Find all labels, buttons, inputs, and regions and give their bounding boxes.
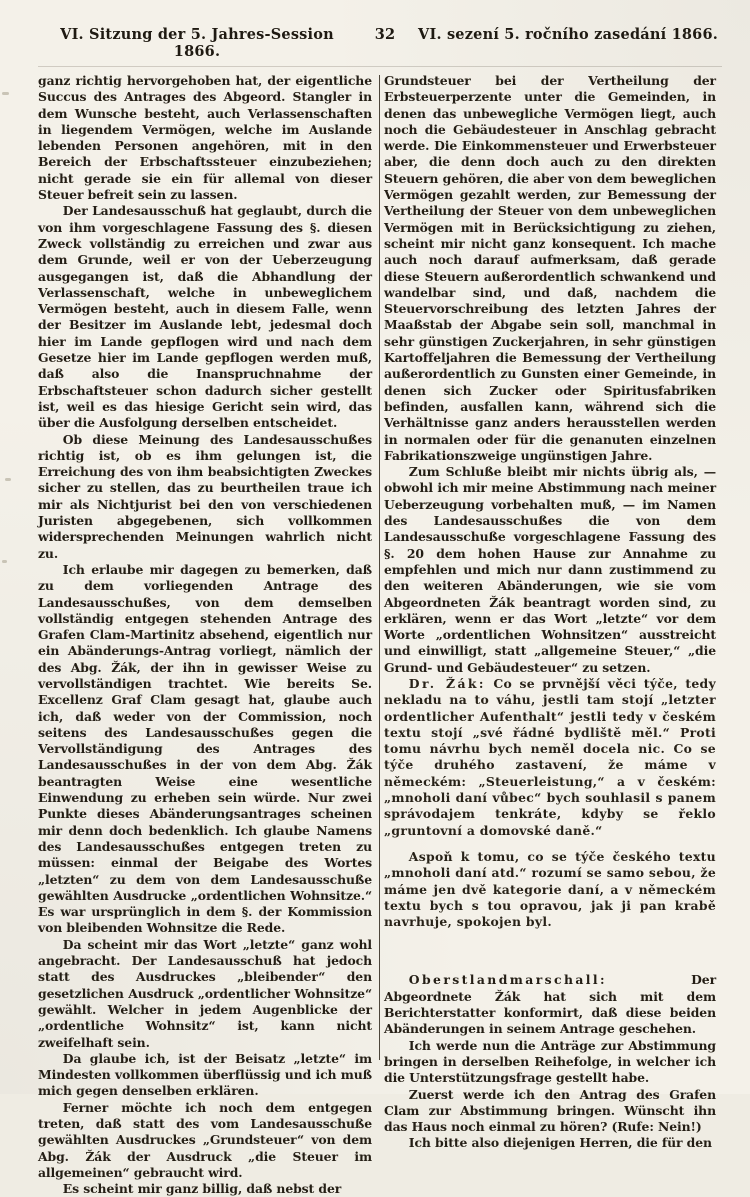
paragraph: Da scheint mir das Wort „letzte“ ganz wohl angebracht. Der Landesausschuß hat jedoch statt des Ausdruckes „bleibender“ den gesetzlichen Ausdruck „ordentlicher Wohnsitze“ gewählt. Welcher in jedem Augenblicke der „ordentliche Wohnsitz“ ist, kann nicht zweifelhaft sein. [38, 936, 372, 1050]
paragraph: Es scheint mir ganz billig, daß nebst der [62, 1181, 342, 1197]
left-column [38, 73, 372, 1197]
paragraph: Grundsteuer bei der Vertheilung der Erbsteuerperzente unter die Gemeinden, in denen das unbewegliche Vermögen liegt, auch noch die Gebäudesteuer in Anschlag gebracht werde. Die Einkommensteuer und Erwerbsteuer aber, die denn doch auch zu den direkten Steuern gehören, die aber von dem beweglichen Vermögen gezahlt werden, zur Bemessung der Vertheilung der Steuer von dem unbeweglichen Vermögen mit in Berücksichtigung zu ziehen, scheint mir nicht ganz konsequent. Ich mache auch noch darauf aufmerksam, daß gerade diese Steuern außerordentlich schwankend und wandelbar sind, und daß, nachdem die Steuervorschreibung des letzten Jahres der Maaßstab der Abgabe sein soll, manchmal in sehr günstigen Zuckerjahren, in sehr günstigen Kartoffeljahren die Bemessung der Vertheilung außerordentlich zu Gunsten einer Gemeinde, in denen sich Zucker oder Spiritusfabriken befinden, ausfallen kann, während sich die Verhältnisse ganz anders herausstellen werden in normalen oder für die genanuten einzelnen Fabrikationszweige ungünstigen Jahre. [384, 73, 716, 463]
text-columns [38, 73, 722, 1197]
paragraph: ganz richtig hervorgehoben hat, der eigentliche Succus des Antrages des Abgeord. Stangler in dem Wunsche besteht, auch Verlassenschaften in liegendem Vermögen, welche im Auslande lebenden Personen angehören, mit in den Bereich der Erbschaftssteuer einzubeziehen; nicht gerade sie ein für allemal von dieser Steuer befreit sein zu lassen. [38, 73, 372, 203]
paragraph: Ich bitte also diejenigen Herren, die für den [408, 1135, 712, 1151]
paragraph: Oberstlandmarschall: Der Abgeordnete Žák hat sich mit dem Berichterstatter konformirt, daß diese beiden Abänderungen in seinem Antrage geschehen. [384, 972, 716, 1037]
header-title-czech: VI. sezení 5. ročního zasedání 1866. [418, 26, 718, 43]
paragraph: Ferner möchte ich noch dem entgegen treten, daß statt des vom Landesausschuße gewählten Ausdruckes „Grundsteuer“ von dem Abg. Žák der Ausdruck „die Steuer im allgemeinen“ gebraucht wird. [38, 1099, 372, 1180]
paragraph: Ob diese Meinung des Landesausschußes richtig ist, ob es ihm gelungen ist, die Erreichung des von ihm beabsichtigten Zweckes sicher zu stellen, das zu beurtheilen traue ich mir als Nichtjurist bei den von verschiedenen Juristen abgegebenen, sich vollkommen widersprechenden Meinungen wahrlich nicht zu. [38, 431, 372, 561]
speaker-name: Dr. Žák: [408, 675, 486, 691]
paragraph: Dr. Žák: Co se prvnější věci týče, tedy nekladu na to váhu, jestli tam stojí „letzter ordentlicher Aufenthalt“ jestli tedy v českém textu stojí „své řádné bydliště měl.“ Proti tomu návrhu bych neměl docela nic. Co se týče druhého zastavení, že máme v německém: „Steuerleistung,“ a v českém: „mnoholi daní vůbec“ bych souhlasil s panem správodajem tenkráte, kdyby se řeklo „gruntovní a domovské daně.“ [384, 675, 716, 838]
column-divider [379, 75, 380, 1060]
scan-smudge [5, 478, 11, 481]
scan-smudge [2, 560, 7, 563]
paragraph: Zuerst werde ich den Antrag des Grafen Clam zur Abstimmung bringen. Wünscht ihn das Haus noch einmal zu hören? (Rufe: Nein!) [384, 1086, 716, 1135]
paragraph: Aspoň k tomu, co se týče českého textu „mnoholi daní atd.“ rozumí se samo sebou, že máme jen dvě kategorie daní, a v německém textu bych s tou opravou, jak ji pan krabě navrhuje, spokojen byl. [384, 848, 716, 930]
paragraph: Da glaube ich, ist der Beisatz „letzte“ im Mindesten vollkommen überflüssig und ich muß mich gegen denselben erklären. [38, 1050, 372, 1099]
scan-smudge [2, 92, 9, 95]
paragraph: Der Landesausschuß hat geglaubt, durch die von ihm vorgeschlagene Fassung des §. diesen Zweck vollständig zu erreichen und zwar aus dem Grunde, weil er von der Ueberzeugung ausgegangen ist, daß die Abhandlung der Verlassenschaft, welche in unbeweglichem Vermögen besteht, auch in diesem Falle, wenn der Besitzer im Auslande lebt, jedesmal doch hier im Lande gepflogen wird und nach dem Gesetze hier im Lande gepflogen werden muß, daß also die Inanspruchnahme der Erbschaftsteuer schon dadurch sicher gestellt ist, weil es das hiesige Gericht sein wird, das über die Ausfolgung derselben entscheidet. [38, 203, 372, 431]
page-number: 32 [374, 26, 396, 43]
paragraph: Ich werde nun die Anträge zur Abstimmung bringen in derselben Reihefolge, in welcher ich die Unterstützungsfrage gestellt habe. [384, 1037, 716, 1086]
header-title-german: VI. Sitzung der 5. Jahres-Session 1866. [60, 26, 334, 60]
paragraph: Zum Schluße bleibt mir nichts übrig als, — obwohl ich mir meine Abstimmung nach meiner Ueberzeugung vorbehalten muß, — im Namen des Landesausschußes die von dem Landesausschuße vorgeschlagene Fassung des §. 20 dem hohen Hause zur Annahme zu empfehlen und mich nur dann zustimmend zu den weiteren Abänderungen, wie sie vom Abgeordneten Žák beantragt worden sind, zu erklären, wenn er das Wort „letzte“ vor dem Worte „ordentlichen Wohnsitzen“ ausstreicht und einwilligt, statt „allgemeine Steuer,“ „die Grund- und Gebäudesteuer“ zu setzen. [384, 464, 716, 675]
right-column [384, 73, 716, 1197]
running-header [38, 26, 722, 67]
paragraph: Ich erlaube mir dagegen zu bemerken, daß zu dem vorliegenden Antrage des Landesausschußes, von dem demselben vollständig entgegen stehenden Antrage des Grafen Clam-Martinitz absehend, eigentlich nur ein Abänderungs-Antrag vorliegt, nämlich der des Abg. Žák, der ihn in gewisser Weise zu vervollständigen trachtet. Wie bereits Se. Excellenz Graf Clam gesagt hat, glaube auch ich, daß weder von der Commission, noch seitens des Landesausschußes gegen die Vervollständigung des Antrages des Landesausschußes in der von dem Abg. Žák beantragten Weise eine wesentliche Einwendung zu erheben sein würde. Nur zwei Punkte dieses Abänderungsantrages scheinen mir denn doch bedenklich. Ich glaube Namens des Landesausschußes entgegen treten zu müssen: einmal der Beigabe des Wortes „letzten“ zu dem von dem Landesausschuße gewählten Ausdrucke „ordentlichen Wohnsitze.“ Es war ursprünglich in dem §. der Kommission von bleibenden Wohnsitze die Rede. [38, 561, 372, 936]
speaker-name: Oberstlandmarschall: [408, 972, 607, 988]
